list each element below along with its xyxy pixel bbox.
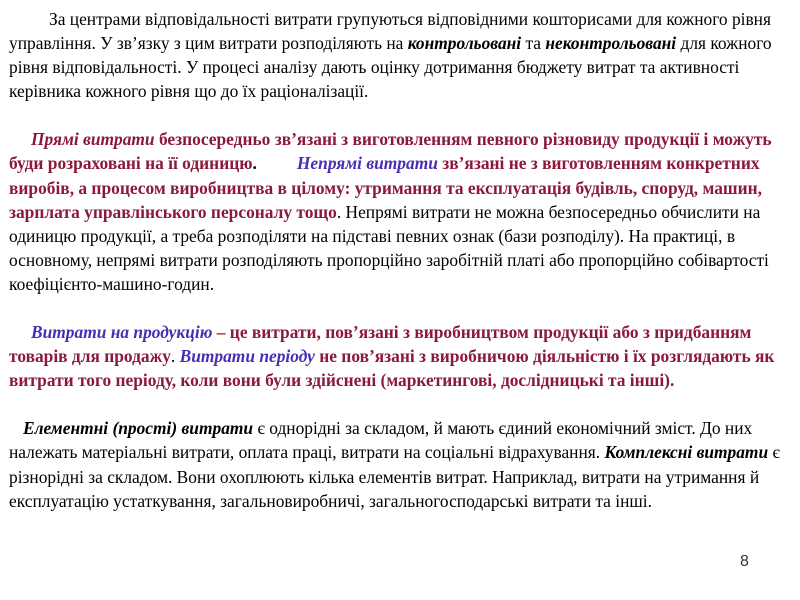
- term-period-costs: Витрати періоду: [179, 346, 315, 367]
- paragraph-elementary-complex-costs: [9, 416, 795, 512]
- term-indirect-costs: Непрямі витрати: [296, 153, 438, 174]
- p3-text-5: не пов’язані з виробничою діяльністю і їх розглядають як витрати того періоду, коли вони були здійснені (маркетингові, дослідницькі та інші).: [9, 346, 775, 391]
- p2-text-2: безпосередньо зв’язані з виготовленням певного різновиду продукції і можуть буди розраховані на її одиницю: [9, 129, 772, 174]
- term-direct-costs: Прямі витрати: [31, 129, 155, 150]
- paragraph-responsibility-centers: [9, 7, 795, 103]
- slide-content: [9, 7, 795, 593]
- paragraph-product-period-costs: [9, 320, 795, 392]
- p4-text-4: є різнорідні за складом. Вони охоплюють кілька елементів витрат. Наприклад, витрати на утримання й експлуатацію устаткування, загальновиробничі, загальногосподарські витрати та інші.: [9, 442, 780, 511]
- p2-text-6: . Непрямі витрати не можна безпосередньо обчислити на одиницю продукції, а треба розподіляти на підставі певних ознак (бази розподілу). На практиці, в основному, непрямі витрати розподіляють пропорційно заробітній платі або пропорційно собівартості коефіцієнто-машино-годин.: [9, 201, 769, 294]
- term-elementary-costs: Елементні (прості) витрати: [23, 418, 254, 439]
- p4-text-2: є однорідні за складом, й мають єдиний економічний зміст. До них належать матеріальні витрати, оплата праці, витрати на соціальні відрахування.: [9, 418, 753, 463]
- p1-text-3: та: [521, 33, 546, 54]
- p2-text-5: зв’язані не з виготовленням конкретних виробів, а процесом виробництва в цілому: утримання та експлуатація будівль, споруд, машин, зарплата управлінського персоналу тощо: [9, 153, 762, 222]
- p3-text-2: – це витрати, пов’язані з виробництвом продукції або з придбанням товарів для продажу: [9, 322, 752, 367]
- term-product-costs: Витрати на продукцію: [31, 322, 213, 343]
- paragraph-direct-indirect-costs: [9, 127, 795, 296]
- term-complex-costs: Комплексні витрати: [604, 442, 769, 463]
- page-number: 8: [740, 553, 749, 570]
- term-controllable: контрольовані: [407, 33, 522, 54]
- p1-text-1: За центрами відповідальності витрати групуються відповідними кошторисами для кожного рівня управління. У зв’язку з цим витрати розподіляють на: [9, 9, 771, 54]
- p3-text-3: .: [170, 346, 180, 367]
- p2-text-3: .: [252, 153, 257, 174]
- term-uncontrollable: неконтрольовані: [545, 33, 677, 54]
- p1-text-5: для кожного рівня відповідальності. У процесі аналізу дають оцінку дотримання бюджету витрат та активності керівника кожного рівня що до їх раціоналізації.: [9, 33, 772, 102]
